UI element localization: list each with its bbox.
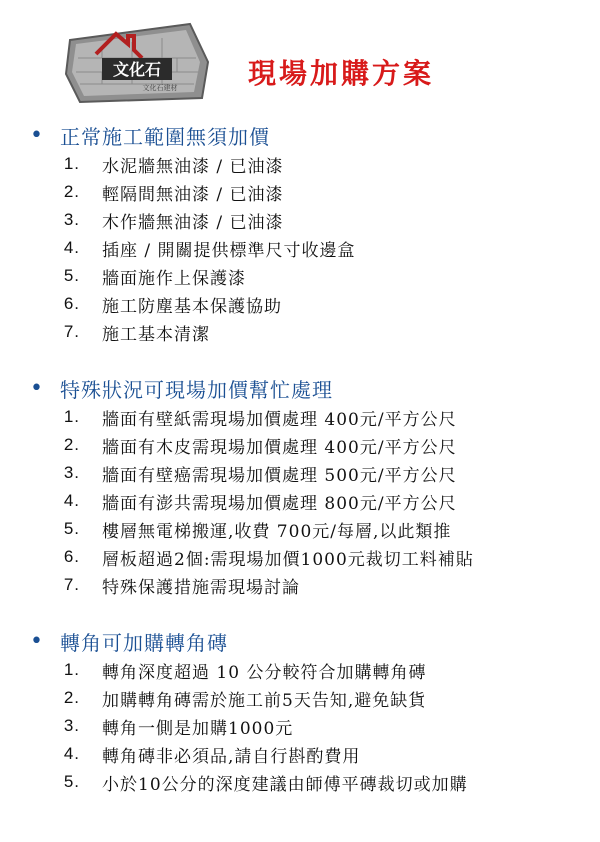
list-item (30, 403, 474, 431)
item-number: 2. (63, 688, 80, 707)
item-number: 2. (63, 435, 80, 454)
item-text: 牆面施作上保護漆 (102, 268, 246, 289)
item-text: 牆面有壁癌需現場加價處理 500元/平方公尺 (102, 465, 457, 486)
item-number: 4. (63, 238, 80, 257)
list-item (30, 740, 468, 768)
section-heading (30, 626, 468, 656)
heading-text: 轉角可加購轉角磚 (60, 630, 228, 655)
logo-sub-text: 文化石建材 (142, 84, 178, 92)
item-number: 1. (63, 154, 80, 173)
item-number: 4. (63, 491, 80, 510)
item-text: 施工防塵基本保護協助 (102, 296, 282, 317)
item-text: 木作牆無油漆 / 已油漆 (102, 212, 284, 233)
item-text: 層板超過2個:需現場加價1000元裁切工料補貼 (102, 549, 474, 570)
list-item (30, 178, 356, 206)
item-text: 水泥牆無油漆 / 已油漆 (102, 156, 284, 177)
section-special-cases (30, 373, 474, 599)
list-item (30, 684, 468, 712)
item-text: 轉角深度超過 10 公分較符合加購轉角磚 (102, 662, 427, 683)
item-number: 3. (63, 716, 80, 735)
section-normal-scope (30, 120, 356, 346)
item-number: 5. (63, 772, 80, 791)
item-list (30, 150, 356, 346)
logo (62, 18, 212, 104)
item-number: 7. (63, 322, 80, 341)
list-item (30, 431, 474, 459)
heading-text: 特殊狀況可現場加價幫忙處理 (60, 377, 333, 402)
bullet-icon: • (30, 628, 44, 654)
item-text: 特殊保護措施需現場討論 (102, 577, 300, 598)
item-number: 5. (63, 519, 80, 538)
item-list (30, 656, 468, 796)
item-number: 7. (63, 575, 80, 594)
item-text: 加購轉角磚需於施工前5天告知,避免缺貨 (102, 690, 427, 711)
section-heading (30, 120, 356, 150)
item-number: 4. (63, 744, 80, 763)
list-item (30, 487, 474, 515)
item-text: 施工基本清潔 (102, 324, 210, 345)
item-number: 5. (63, 266, 80, 285)
bullet-icon: • (30, 375, 44, 401)
item-number: 1. (63, 660, 80, 679)
section-corner-tiles (30, 626, 468, 796)
item-text: 牆面有澎共需現場加價處理 800元/平方公尺 (102, 493, 457, 514)
item-text: 牆面有木皮需現場加價處理 400元/平方公尺 (102, 437, 457, 458)
list-item (30, 262, 356, 290)
section-heading (30, 373, 474, 403)
list-item (30, 459, 474, 487)
list-item (30, 150, 356, 178)
list-item (30, 515, 474, 543)
list-item (30, 234, 356, 262)
list-item (30, 712, 468, 740)
item-number: 6. (63, 294, 80, 313)
item-list (30, 403, 474, 599)
item-text: 輕隔間無油漆 / 已油漆 (102, 184, 284, 205)
list-item (30, 656, 468, 684)
list-item (30, 206, 356, 234)
list-item (30, 318, 356, 346)
item-text: 小於10公分的深度建議由師傅平磚裁切或加購 (102, 774, 468, 795)
page-title: 現場加購方案 (248, 57, 435, 90)
item-text: 插座 / 開關提供標準尺寸收邊盒 (102, 240, 356, 261)
item-number: 3. (63, 210, 80, 229)
item-number: 2. (63, 182, 80, 201)
bullet-icon: • (30, 122, 44, 148)
item-text: 轉角磚非必須品,請自行斟酌費用 (102, 746, 361, 767)
list-item (30, 571, 474, 599)
item-text: 轉角一側是加購1000元 (102, 718, 294, 739)
list-item (30, 290, 356, 318)
heading-text: 正常施工範圍無須加價 (60, 124, 270, 149)
list-item (30, 543, 474, 571)
item-number: 1. (63, 407, 80, 426)
item-text: 樓層無電梯搬運,收費 700元/每層,以此類推 (102, 521, 452, 542)
item-text: 牆面有壁紙需現場加價處理 400元/平方公尺 (102, 409, 457, 430)
item-number: 6. (63, 547, 80, 566)
logo-brand-text: 文化石 (112, 60, 162, 79)
item-number: 3. (63, 463, 80, 482)
list-item (30, 768, 468, 796)
